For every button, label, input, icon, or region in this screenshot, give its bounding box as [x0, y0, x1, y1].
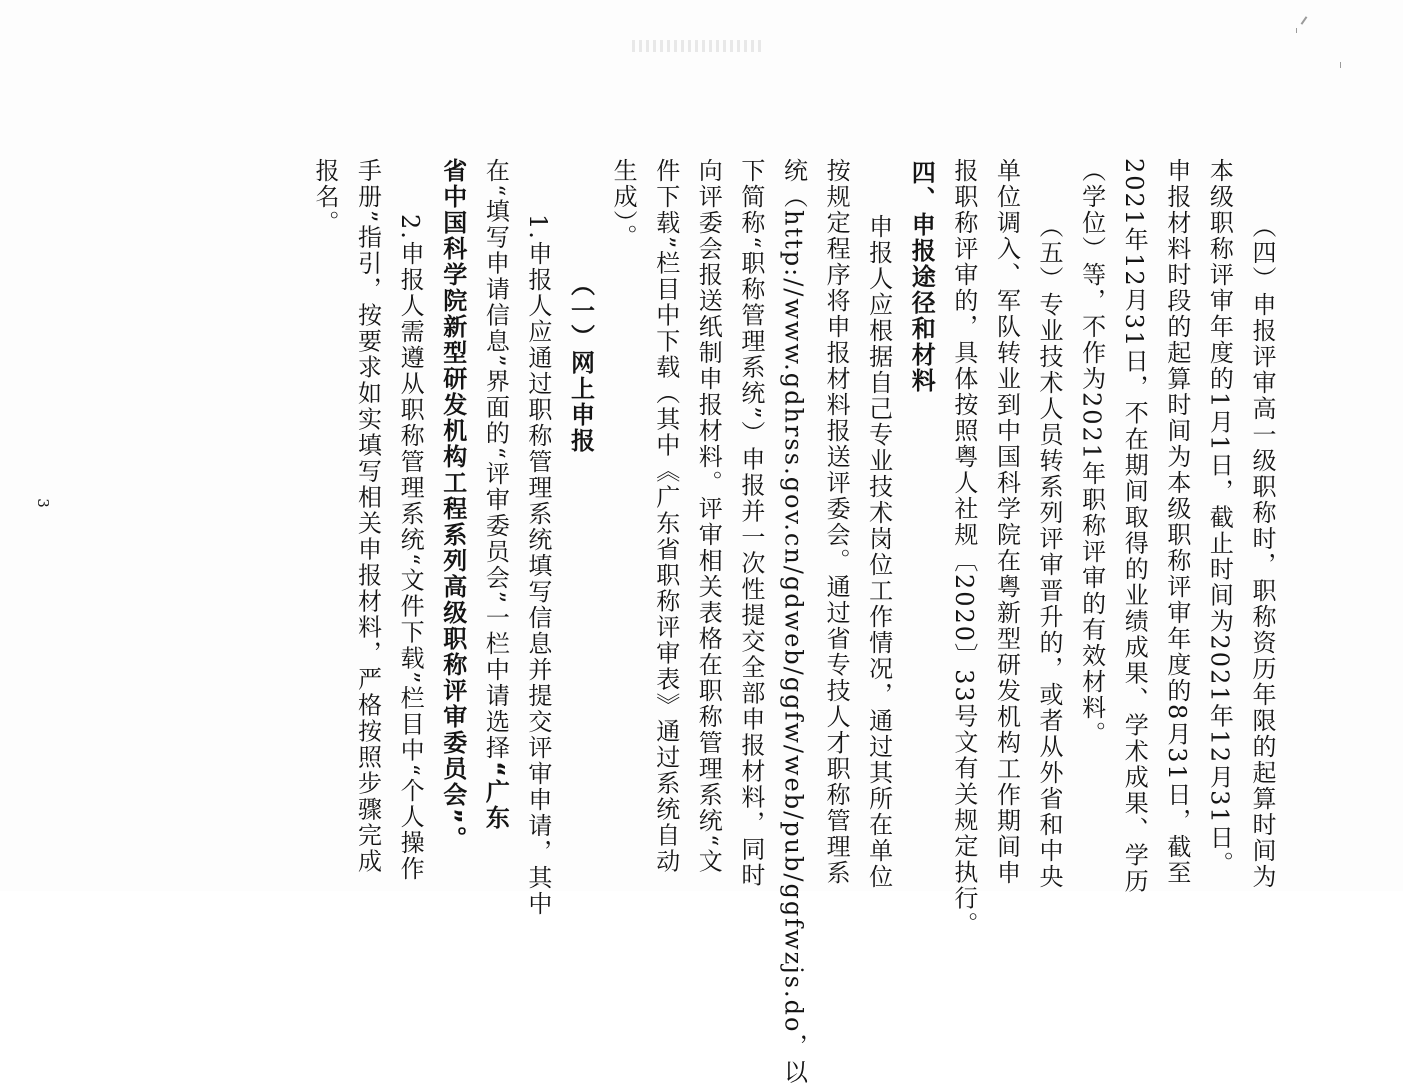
paragraph-line: 报名。 — [310, 158, 339, 236]
scan-mark — [1296, 28, 1297, 33]
paragraph-line: 手册”指引，按要求如实填写相关申报材料，严格按照步骤完成 — [353, 158, 382, 875]
paragraph-line: 向评委会报送纸制申报材料。评审相关表格在职称管理系统“文 — [694, 158, 723, 875]
subsection-heading — [559, 158, 602, 878]
scan-smudge — [632, 40, 762, 52]
paragraph-line: 2021年12月31日，不在期间取得的业绩成果、学术成果、学历 — [1120, 158, 1149, 895]
scan-mark — [1301, 16, 1308, 25]
bold-text: “广东 — [481, 761, 510, 831]
paragraph-line — [474, 158, 517, 878]
paragraph-line: 省中国科学院新型研发机构工程系列高级职称评审委员会”。 — [438, 158, 467, 852]
document-body — [303, 158, 1283, 1085]
paragraph-line: 本级职称评审年度的1月1日，截止时间为2021年12月31日。 — [1205, 158, 1234, 877]
subsection-heading-text: （一）网上申报 — [566, 272, 595, 454]
paragraph-line: 申报人应根据自己专业技术岗位工作情况，通过其所在单位 — [864, 214, 893, 890]
paragraph-line: 生成）。 — [609, 158, 638, 250]
scan-mark — [1340, 62, 1341, 68]
paragraph-line: 单位调入、军队转业到中国科学院在粤新型研发机构工作期间申 — [992, 158, 1021, 886]
paragraph-line: 下简称“职称管理系统”）申报并一次性提交全部申报材料，同时 — [736, 158, 765, 889]
page-number: 3 — [34, 498, 52, 508]
paragraph-line: 申报材料时段的起算时间为本级职称评审年度的8月31日，截至 — [1162, 158, 1191, 886]
paragraph-line: 统（http://www.gdhrss.gov.cn/gdweb/ggfw/web/pub/ggfwzjs.do，以 — [779, 158, 808, 1085]
paragraph-line: 1.申报人应通过职称管理系统填写信息并提交评审申请，其中 — [523, 214, 552, 917]
paragraph-line: （学位）等，不作为2021年职称评审的有效材料。 — [1077, 158, 1106, 748]
paragraph-line: （五）专业技术人员转系列评审晋升的，或者从外省和中央 — [1035, 214, 1064, 890]
paragraph-line: 报职称评审的，具体按照粤人社规〔2020〕33号文有关规定执行。 — [949, 158, 978, 938]
paragraph-line: （四）申报评审高一级职称时，职称资历年限的起算时间为 — [1248, 214, 1276, 890]
section-heading: 四、申报途径和材料 — [907, 160, 936, 394]
paragraph-line-text: 在“填写申请信息”界面的“评审委员会”一栏中请选择 — [481, 158, 510, 762]
paragraph-line: 件下载”栏目中下载（其中《广东省职称评审表》通过系统自动 — [651, 158, 680, 875]
paragraph-line: 按规定程序将申报材料报送评委会。通过省专技人才职称管理系 — [822, 158, 851, 886]
paragraph-line: 2.申报人需遵从职称管理系统“文件下载”栏目中“个人操作 — [396, 214, 425, 882]
